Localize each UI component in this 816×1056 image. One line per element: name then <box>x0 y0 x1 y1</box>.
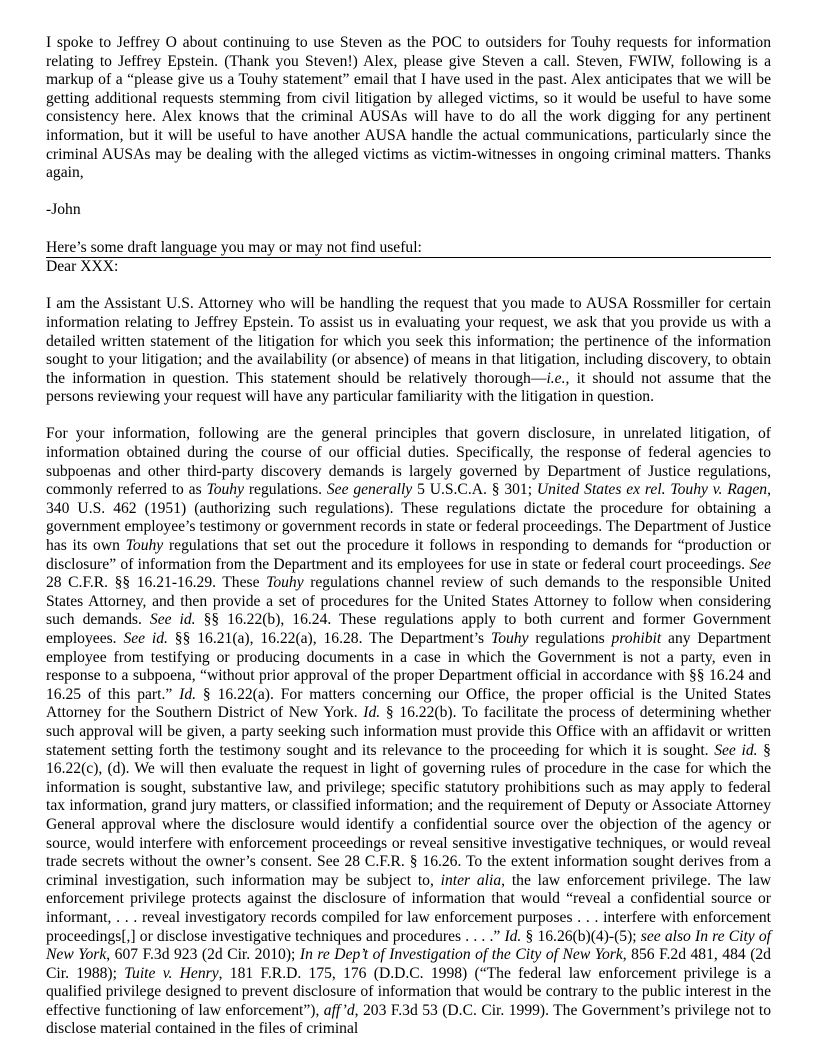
italic-text-segment: aff’d <box>323 1001 355 1019</box>
italic-text-segment: In re Dep’t of Investigation of the City of New York <box>299 946 623 964</box>
email-signature: -John <box>46 201 81 219</box>
italic-text-segment: See generally <box>326 481 413 499</box>
text-segment: §§ 16.21(a), 16.22(a), 16.28. The Department’s <box>167 630 491 647</box>
italic-text-segment: See <box>749 555 771 573</box>
italic-text-segment: see also In re City of New York <box>46 927 772 964</box>
text-segment: regulations. <box>244 481 327 499</box>
italic-text-segment: See id. <box>714 741 758 759</box>
draft-salutation: Dear XXX: <box>46 258 119 276</box>
text-segment: , 203 F.3d 53 (D.C. Cir. 1999). The Government’s privilege not to disclose material contained in the files of criminal <box>46 1001 771 1038</box>
draft-paragraph-request <box>46 295 771 407</box>
text-segment: § 16.22(a). For matters concerning our Office, the proper official is the United States Attorney for the Southern District of New York. <box>46 685 772 722</box>
italic-text-segment: See id. <box>123 630 168 647</box>
italic-text-segment: Id. <box>363 704 381 722</box>
text-segment: 5 U.S.C.A. § 301; <box>412 481 537 499</box>
italic-text-segment: United States ex rel. Touhy v. Ragen <box>536 481 768 499</box>
text-segment: , it should not assume that the persons reviewing your request will have any particular familiarity with the litigation in question. <box>46 369 771 406</box>
italic-text-segment: Id. <box>179 685 197 703</box>
italic-text-segment: prohibit <box>611 630 662 647</box>
italic-text-segment: i.e. <box>546 369 566 387</box>
italic-text-segment: Touhy <box>266 574 304 592</box>
italic-text-segment: Touhy <box>206 481 245 499</box>
text-segment: regulations channel review of such demands to the responsible United States Attorney, and then provide a set of procedures for the United States Attorney to follow when considering such demands. <box>46 574 771 629</box>
text-segment: , 856 F.2d 481, 484 (2d Cir. 1988); <box>46 946 771 982</box>
text-segment: 28 C.F.R. §§ 16.21-16.29. These <box>46 574 267 592</box>
email-intro-paragraph: I spoke to Jeffrey O about continuing to use Steven as the POC to outsiders for Touhy requests for information relating to Jeffrey Epstein. (Thank you Steven!) Alex, please give Steven a call. Steven, FWIW, following is a markup of a “please give us a Touhy statement” email that I have used in the past. Alex anticipates that we will be getting additional requests stemming from civil litigation by alleged victims, so it would be useful to have some consistency here. Alex knows that the criminal AUSAs will have to do all the work digging for any pertinent information, but it will be useful to have another AUSA handle the actual communications, particularly since the criminal AUSAs may be dealing with the alleged victims as victim-witnesses in ongoing criminal matters. Thanks again, <box>46 34 771 182</box>
document-page <box>46 34 771 1039</box>
italic-text-segment: Touhy <box>125 537 164 555</box>
text-segment: regulations that set out the procedure it follows in responding to demands for “production or disclosure” of information from the Department and its employees for use in state or federal court proceedings. <box>46 537 771 573</box>
text-segment: § 16.22(b). To facilitate the process of determining whether such approval will be given, a party seeking such information must provide this Office with an affidavit or written statement setting forth the testimony sought and its relevance to the proceeding for which it is sought. <box>46 704 771 759</box>
text-segment: , 607 F.3d 923 (2d Cir. 2010); <box>106 946 300 964</box>
text-segment: For your information, following are the general principles that govern disclosure, in unrelated litigation, of information obtained during the course of our official duties. Specifically, the response of federal agencies to subpoenas and other third-party discovery demands is largely governed by Department of Justice regulations, commonly referred to as <box>46 425 771 499</box>
text-segment: , the law enforcement privilege. The law enforcement privilege protects against the disclosure of information that would “reveal a confidential source or informant, . . . reveal investigatory records compiled for law enforcement purposes . . . interfere with enforcement proceedings[,] or disclose investigative techniques and procedures . . . .” <box>46 871 772 945</box>
text-segment: § 16.22(c), (d). We will then evaluate the request in light of governing rules of procedure in the case for which the information is sought, substantive law, and privilege; specific statutory prohibitions such as may apply to federal tax information, grand jury matters, or classified information; and the requirement of Deputy or Associate Attorney General approval where the disclosure would identify a confidential source over the objection of the agency or source, would interfere with enforcement proceedings or reveal sensitive investigative techniques, or would reveal trade secrets without the owner’s consent. See 28 C.F.R. § 16.26. To the extent information sought derives from a criminal investigation, such information may be subject to, <box>46 741 771 889</box>
text-segment: any Department employee from testifying or producing documents in a case in which the Government is not a party, even in response to a subpoena, “without prior approval of the proper Department official in accordance with §§ 16.24 and 16.25 of this part.” <box>46 630 772 703</box>
text-segment: §§ 16.22(b), 16.24. These regulations apply to both current and former Government employees. <box>46 611 771 647</box>
text-segment: regulations <box>528 630 612 647</box>
text-segment: § 16.26(b)(4)-(5); <box>521 927 641 945</box>
text-segment: , 340 U.S. 462 (1951) (authorizing such regulations). These regulations dictate the procedure for obtaining a government employee’s testimony or government records in state or federal proceedings. The Department of Justice has its own <box>46 481 771 555</box>
italic-text-segment: See id. <box>149 611 196 629</box>
text-segment: , 181 F.R.D. 175, 176 (D.D.C. 1998) (“The federal law enforcement privilege is a qualified privilege designed to prevent disclosure of information that would be contrary to the public interest in the effective functioning of law enforcement”), <box>46 964 771 1019</box>
italic-text-segment: Touhy <box>490 630 529 647</box>
italic-text-segment: Id. <box>504 927 522 945</box>
text-segment: I am the Assistant U.S. Attorney who will be handling the request that you made to AUSA Rossmiller for certain information relating to Jeffrey Epstein. To assist us in evaluating your request, we ask that you provide us with a detailed written statement of the litigation for which you seek this information; the pertinence of the information sought to your litigation; and the availability (or absence) of means in that litigation, including discovery, to obtain the information in question. This statement should be relatively thorough— <box>46 295 771 387</box>
draft-paragraph-principles <box>46 425 771 1039</box>
italic-text-segment: Tuite v. Henry <box>124 964 219 982</box>
draft-intro-line: Here’s some draft language you may or may not find useful: <box>46 239 771 259</box>
italic-text-segment: inter alia <box>440 871 502 889</box>
